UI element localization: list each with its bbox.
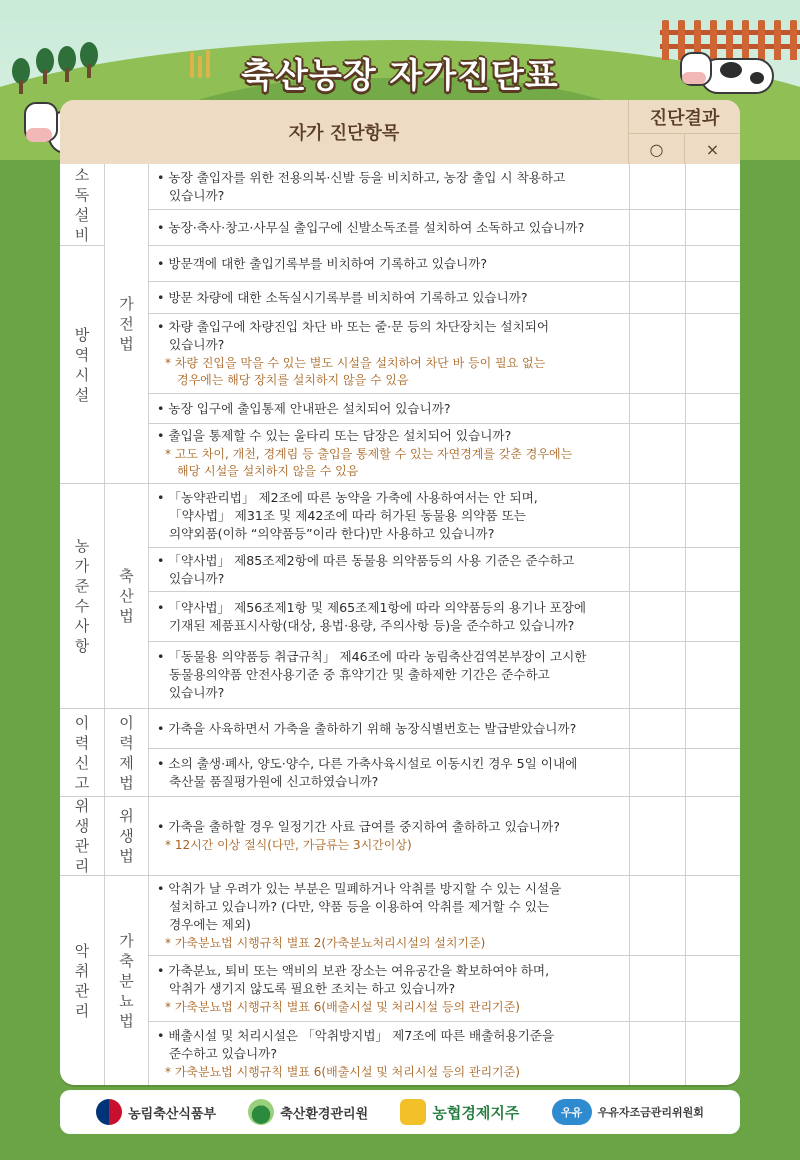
result-o-cell[interactable] [629, 246, 685, 281]
result-o-cell[interactable] [629, 314, 685, 393]
question-text: • 소의 출생·폐사, 양도·양수, 다른 가축사육시설로 이동시킨 경우 5일 이내에 축산물 품질평가원에 신고하였습니까? [157, 755, 578, 789]
table-row [148, 394, 740, 424]
result-o-cell[interactable] [629, 548, 685, 591]
question-note: * 차량 진입을 막을 수 있는 별도 시설을 설치하여 차단 바 등이 필요 없는 경우에는 해당 장치를 설치하지 않을 수 있음 [165, 356, 546, 387]
subcategory-traceability-law: 이 력 제 법 [104, 709, 148, 797]
result-x-cell[interactable] [685, 749, 740, 796]
result-o-cell[interactable] [629, 394, 685, 423]
question-text: • 가축분뇨, 퇴비 또는 액비의 보관 장소는 여유공간을 확보하여야 하며, 악취가 생기지 않도록 필요한 조치는 하고 있습니까? [157, 962, 550, 996]
milk-badge-icon: 우유 [552, 1099, 592, 1125]
table-row [148, 424, 740, 484]
question-text: • 농장 입구에 출입통제 안내판은 설치되어 있습니까? [157, 400, 451, 416]
subcategory-manure-law: 가 축 분 뇨 법 [104, 876, 148, 1085]
table-header [60, 100, 740, 164]
taegeuk-icon [96, 1099, 122, 1125]
logo-livestock-env: 축산환경관리원 [248, 1099, 368, 1125]
question-text: • 「약사법」 제56조제1항 및 제65조제1항에 따라 의약품등의 용기나 포장에 기재된 제품표시사항(대상, 용법·용량, 주의사항 등)을 준수하고 있습니까? [157, 599, 587, 633]
category-compliance: 농 가 준 수 사 항 [60, 484, 104, 709]
table-row [148, 246, 740, 282]
question-text: • 악취가 날 우려가 있는 부분은 밀폐하거나 악취를 방지할 수 있는 시설을 설치하고 있습니까? (다만, 약품 등을 이용하여 악취를 제거할 수 있는 경우에는 제외) [157, 880, 562, 932]
result-o-cell[interactable] [629, 164, 685, 209]
result-o-cell[interactable] [629, 282, 685, 313]
question-note: * 가축분뇨법 시행규칙 별표 2(가축분뇨처리시설의 설치기준) [165, 935, 486, 950]
table-row [148, 956, 740, 1022]
result-x-cell[interactable] [685, 709, 740, 748]
question-text: • 「약사법」 제85조제2항에 따른 동물용 의약품등의 사용 기준은 준수하고 있습니까? [157, 552, 575, 586]
result-o-cell[interactable] [629, 876, 685, 955]
subcategory-livestock-law: 가 전 법 [104, 164, 148, 484]
result-x-cell[interactable] [685, 314, 740, 393]
result-x-cell[interactable] [685, 394, 740, 423]
result-o-cell[interactable] [629, 424, 685, 483]
category-disinfection: 소 독 설 비 [60, 164, 104, 246]
question-text: • 가축을 사육하면서 가축을 출하하기 위해 농장식별번호는 발급받았습니까? [157, 720, 577, 736]
logo-milk-council: 우유 우유자조금관리위원회 [552, 1099, 704, 1125]
category-history: 이 력 신 고 [60, 709, 104, 797]
question-text: • 농장 출입자를 위한 전용의복·신발 등을 비치하고, 농장 출입 시 착용하고 있습니까? [157, 169, 566, 203]
result-o-cell[interactable] [629, 956, 685, 1021]
page-title: 축산농장 자가진단표 [241, 56, 559, 96]
question-text: • 차량 출입구에 차량진입 차단 바 또는 줄·문 등의 차단장치는 설치되어 있습니까? [157, 319, 550, 352]
table-row [148, 797, 740, 876]
question-text: • 가축을 출하할 경우 일정기간 사료 급여를 중지하여 출하하고 있습니까? [157, 819, 560, 834]
result-x-cell[interactable] [685, 876, 740, 955]
header-x: × [684, 134, 740, 164]
table-row [148, 1022, 740, 1085]
result-x-cell[interactable] [685, 548, 740, 591]
result-o-cell[interactable] [629, 709, 685, 748]
question-note: * 가축분뇨법 시행규칙 별표 6(배출시설 및 처리시설 등의 관리기준) [165, 999, 520, 1014]
question-text: • 방문객에 대한 출입기록부를 비치하여 기록하고 있습니까? [157, 255, 488, 271]
result-o-cell[interactable] [629, 592, 685, 641]
result-x-cell[interactable] [685, 642, 740, 708]
subcategory-livestock-act: 축 산 법 [104, 484, 148, 709]
question-text: • 출입을 통제할 수 있는 울타리 또는 담장은 설치되어 있습니까? [157, 428, 512, 443]
result-x-cell[interactable] [685, 797, 740, 875]
result-x-cell[interactable] [685, 246, 740, 281]
result-x-cell[interactable] [685, 282, 740, 313]
table-row [148, 749, 740, 797]
nh-icon [400, 1099, 426, 1125]
question-text: • 「동물용 의약품등 취급규칙」 제46조에 따라 농림축산검역본부장이 고시한 동물용의약품 안전사용기준 중 휴약기간 및 출하제한 기간은 준수하고 있습니까? [157, 649, 587, 700]
table-row [148, 876, 740, 956]
category-hygiene: 위 생 관 리 [60, 797, 104, 876]
subcategory-hygiene-law: 위 생 법 [104, 797, 148, 876]
result-x-cell[interactable] [685, 484, 740, 547]
table-row [148, 314, 740, 394]
table-row [148, 709, 740, 749]
question-text: • 농장·축사·창고·사무실 출입구에 신발소독조를 설치하여 소독하고 있습니까? [157, 219, 585, 235]
leaf-circle-icon [248, 1099, 274, 1125]
result-x-cell[interactable] [685, 164, 740, 209]
table-row [148, 210, 740, 246]
table-row [148, 484, 740, 548]
table-row [148, 642, 740, 709]
sponsor-logos [60, 1090, 740, 1134]
result-x-cell[interactable] [685, 1022, 740, 1085]
question-text: • 「농약관리법」 제2조에 따른 농약을 가축에 사용하여서는 안 되며, 「약사법」 제31조 및 제42조에 따라 허가된 동물용 의약품 또는 의약외품(이하 “의약품등”이라 한다)만 사용하고 있습니까? [157, 489, 538, 541]
result-o-cell[interactable] [629, 484, 685, 547]
question-note: * 고도 차이, 개천, 경계림 등 출입을 통제할 수 있는 자연경계를 갖춘 경우에는 해당 시설을 설치하지 않을 수 있음 [165, 447, 573, 478]
category-odor: 악 취 관 리 [74, 941, 90, 1020]
question-note: * 12시간 이상 절식(다만, 가금류는 3시간이상) [165, 838, 412, 852]
table-row [148, 282, 740, 314]
header-o: ○ [628, 134, 684, 164]
result-o-cell[interactable] [629, 1022, 685, 1085]
table-row [148, 592, 740, 642]
logo-nh: 농협경제지주 [400, 1099, 519, 1125]
category-quarantine: 방 역 시 설 [60, 246, 104, 484]
question-text: • 방문 차량에 대한 소독실시기록부를 비치하여 기록하고 있습니까? [157, 289, 528, 305]
header-result: 진단결과 [628, 100, 740, 134]
result-x-cell[interactable] [685, 592, 740, 641]
result-o-cell[interactable] [629, 642, 685, 708]
result-x-cell[interactable] [685, 956, 740, 1021]
result-x-cell[interactable] [685, 424, 740, 483]
result-o-cell[interactable] [629, 749, 685, 796]
checklist-table [60, 100, 740, 1085]
logo-mafra: 농림축산식품부 [96, 1099, 216, 1125]
table-row [148, 548, 740, 592]
result-x-cell[interactable] [685, 210, 740, 245]
question-note: * 가축분뇨법 시행규칙 별표 6(배출시설 및 처리시설 등의 관리기준) [165, 1064, 520, 1079]
result-o-cell[interactable] [629, 210, 685, 245]
table-row [148, 164, 740, 210]
question-text: • 배출시설 및 처리시설은 「악취방지법」 제7조에 따른 배출허용기준을 준수하고 있습니까? [157, 1027, 555, 1061]
header-items: 자가 진단항목 [288, 123, 400, 144]
result-o-cell[interactable] [629, 797, 685, 875]
